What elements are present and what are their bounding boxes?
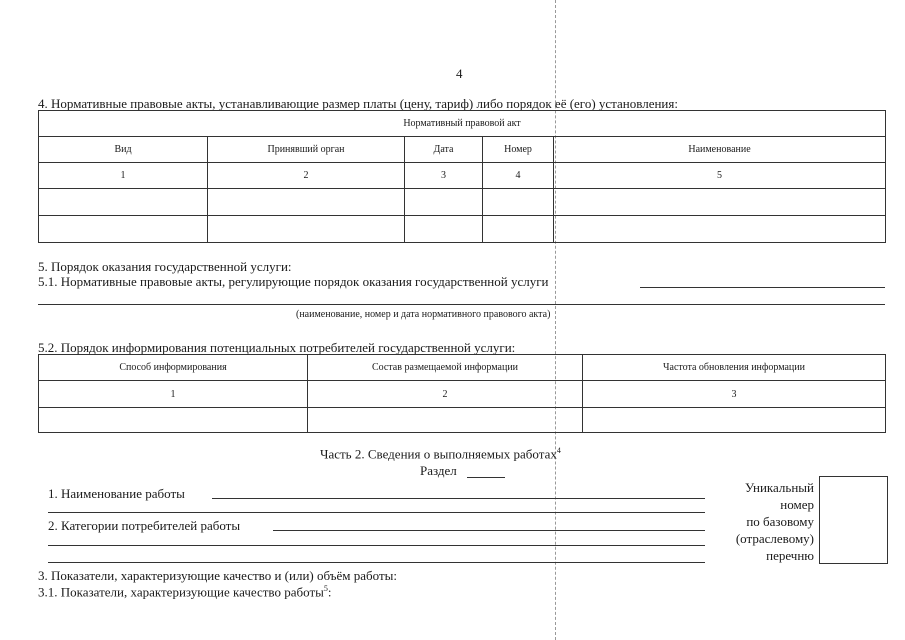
- legal-act-header: Нормативный правовой акт: [39, 111, 886, 137]
- section5-1: 5.1. Нормативные правовые акты, регулирующие порядок оказания государственной услуги: [38, 274, 549, 289]
- legal-acts-table: [38, 110, 886, 243]
- num-cell: 1: [39, 163, 208, 189]
- col-name: Наименование: [554, 137, 886, 163]
- fill-line[interactable]: [640, 287, 885, 288]
- num-cell: 3: [405, 163, 483, 189]
- num-cell: 1: [39, 381, 308, 408]
- col-method: Способ информирования: [39, 355, 308, 381]
- empty-cell[interactable]: [405, 216, 483, 243]
- empty-cell[interactable]: [554, 216, 886, 243]
- col-frequency: Частота обновления информации: [583, 355, 886, 381]
- fill-line[interactable]: [48, 562, 705, 563]
- section4-title: 4. Нормативные правовые акты, устанавливающие размер платы (цену, тариф) либо порядок её (его) установления:: [38, 96, 678, 111]
- empty-cell[interactable]: [39, 189, 208, 216]
- item31-text: 3.1. Показатели, характеризующие качество работы: [38, 584, 324, 600]
- section5-2: 5.2. Порядок информирования потенциальных потребителей государственной услуги:: [38, 340, 516, 355]
- col-date: Дата: [405, 137, 483, 163]
- unique-line: (отраслевому): [735, 531, 814, 546]
- footnote-mark: 5: [323, 584, 328, 593]
- part2-title-text: Часть 2. Сведения о выполняемых работах: [320, 446, 557, 462]
- unique-line: перечню: [766, 548, 814, 563]
- item3-label: 3. Показатели, характеризующие качество и (или) объём работы:: [38, 568, 397, 583]
- empty-cell[interactable]: [39, 216, 208, 243]
- fill-line[interactable]: [38, 304, 885, 305]
- empty-cell[interactable]: [483, 216, 554, 243]
- unique-line: по базовому: [746, 514, 814, 529]
- num-cell: 3: [583, 381, 886, 408]
- empty-cell[interactable]: [208, 189, 405, 216]
- fill-line[interactable]: [48, 512, 705, 513]
- col-content: Состав размещаемой информации: [308, 355, 583, 381]
- empty-cell[interactable]: [208, 216, 405, 243]
- razdel-fill[interactable]: [467, 477, 505, 478]
- page-number: 4: [456, 66, 463, 81]
- razdel-label: Раздел: [420, 463, 457, 478]
- fill-line[interactable]: [212, 498, 705, 499]
- consumers-label: 2. Категории потребителей работы: [48, 518, 241, 533]
- unique-number-label: [722, 479, 814, 564]
- footnote-mark: 4: [556, 446, 561, 455]
- fill-line[interactable]: [48, 545, 705, 546]
- fill-line[interactable]: [273, 530, 705, 531]
- empty-cell[interactable]: [554, 189, 886, 216]
- empty-cell[interactable]: [583, 408, 886, 433]
- empty-cell[interactable]: [39, 408, 308, 433]
- item31-tail: :: [327, 584, 332, 600]
- item31-label: [38, 584, 331, 600]
- empty-cell[interactable]: [483, 189, 554, 216]
- col-vid: Вид: [39, 137, 208, 163]
- unique-line: Уникальный: [744, 480, 814, 495]
- num-cell: 2: [308, 381, 583, 408]
- unique-line: номер: [780, 497, 814, 512]
- num-cell: 5: [554, 163, 886, 189]
- col-number: Номер: [483, 137, 554, 163]
- part2-title: [320, 446, 561, 462]
- num-cell: 4: [483, 163, 554, 189]
- col-organ: Принявший орган: [208, 137, 405, 163]
- caption: (наименование, номер и дата нормативного правового акта): [296, 309, 551, 320]
- empty-cell[interactable]: [405, 189, 483, 216]
- inform-table: [38, 354, 886, 433]
- empty-cell[interactable]: [308, 408, 583, 433]
- unique-number-box[interactable]: [819, 476, 888, 564]
- section5-title: 5. Порядок оказания государственной услуги:: [38, 259, 292, 274]
- num-cell: 2: [208, 163, 405, 189]
- work-name-label: 1. Наименование работы: [48, 486, 185, 501]
